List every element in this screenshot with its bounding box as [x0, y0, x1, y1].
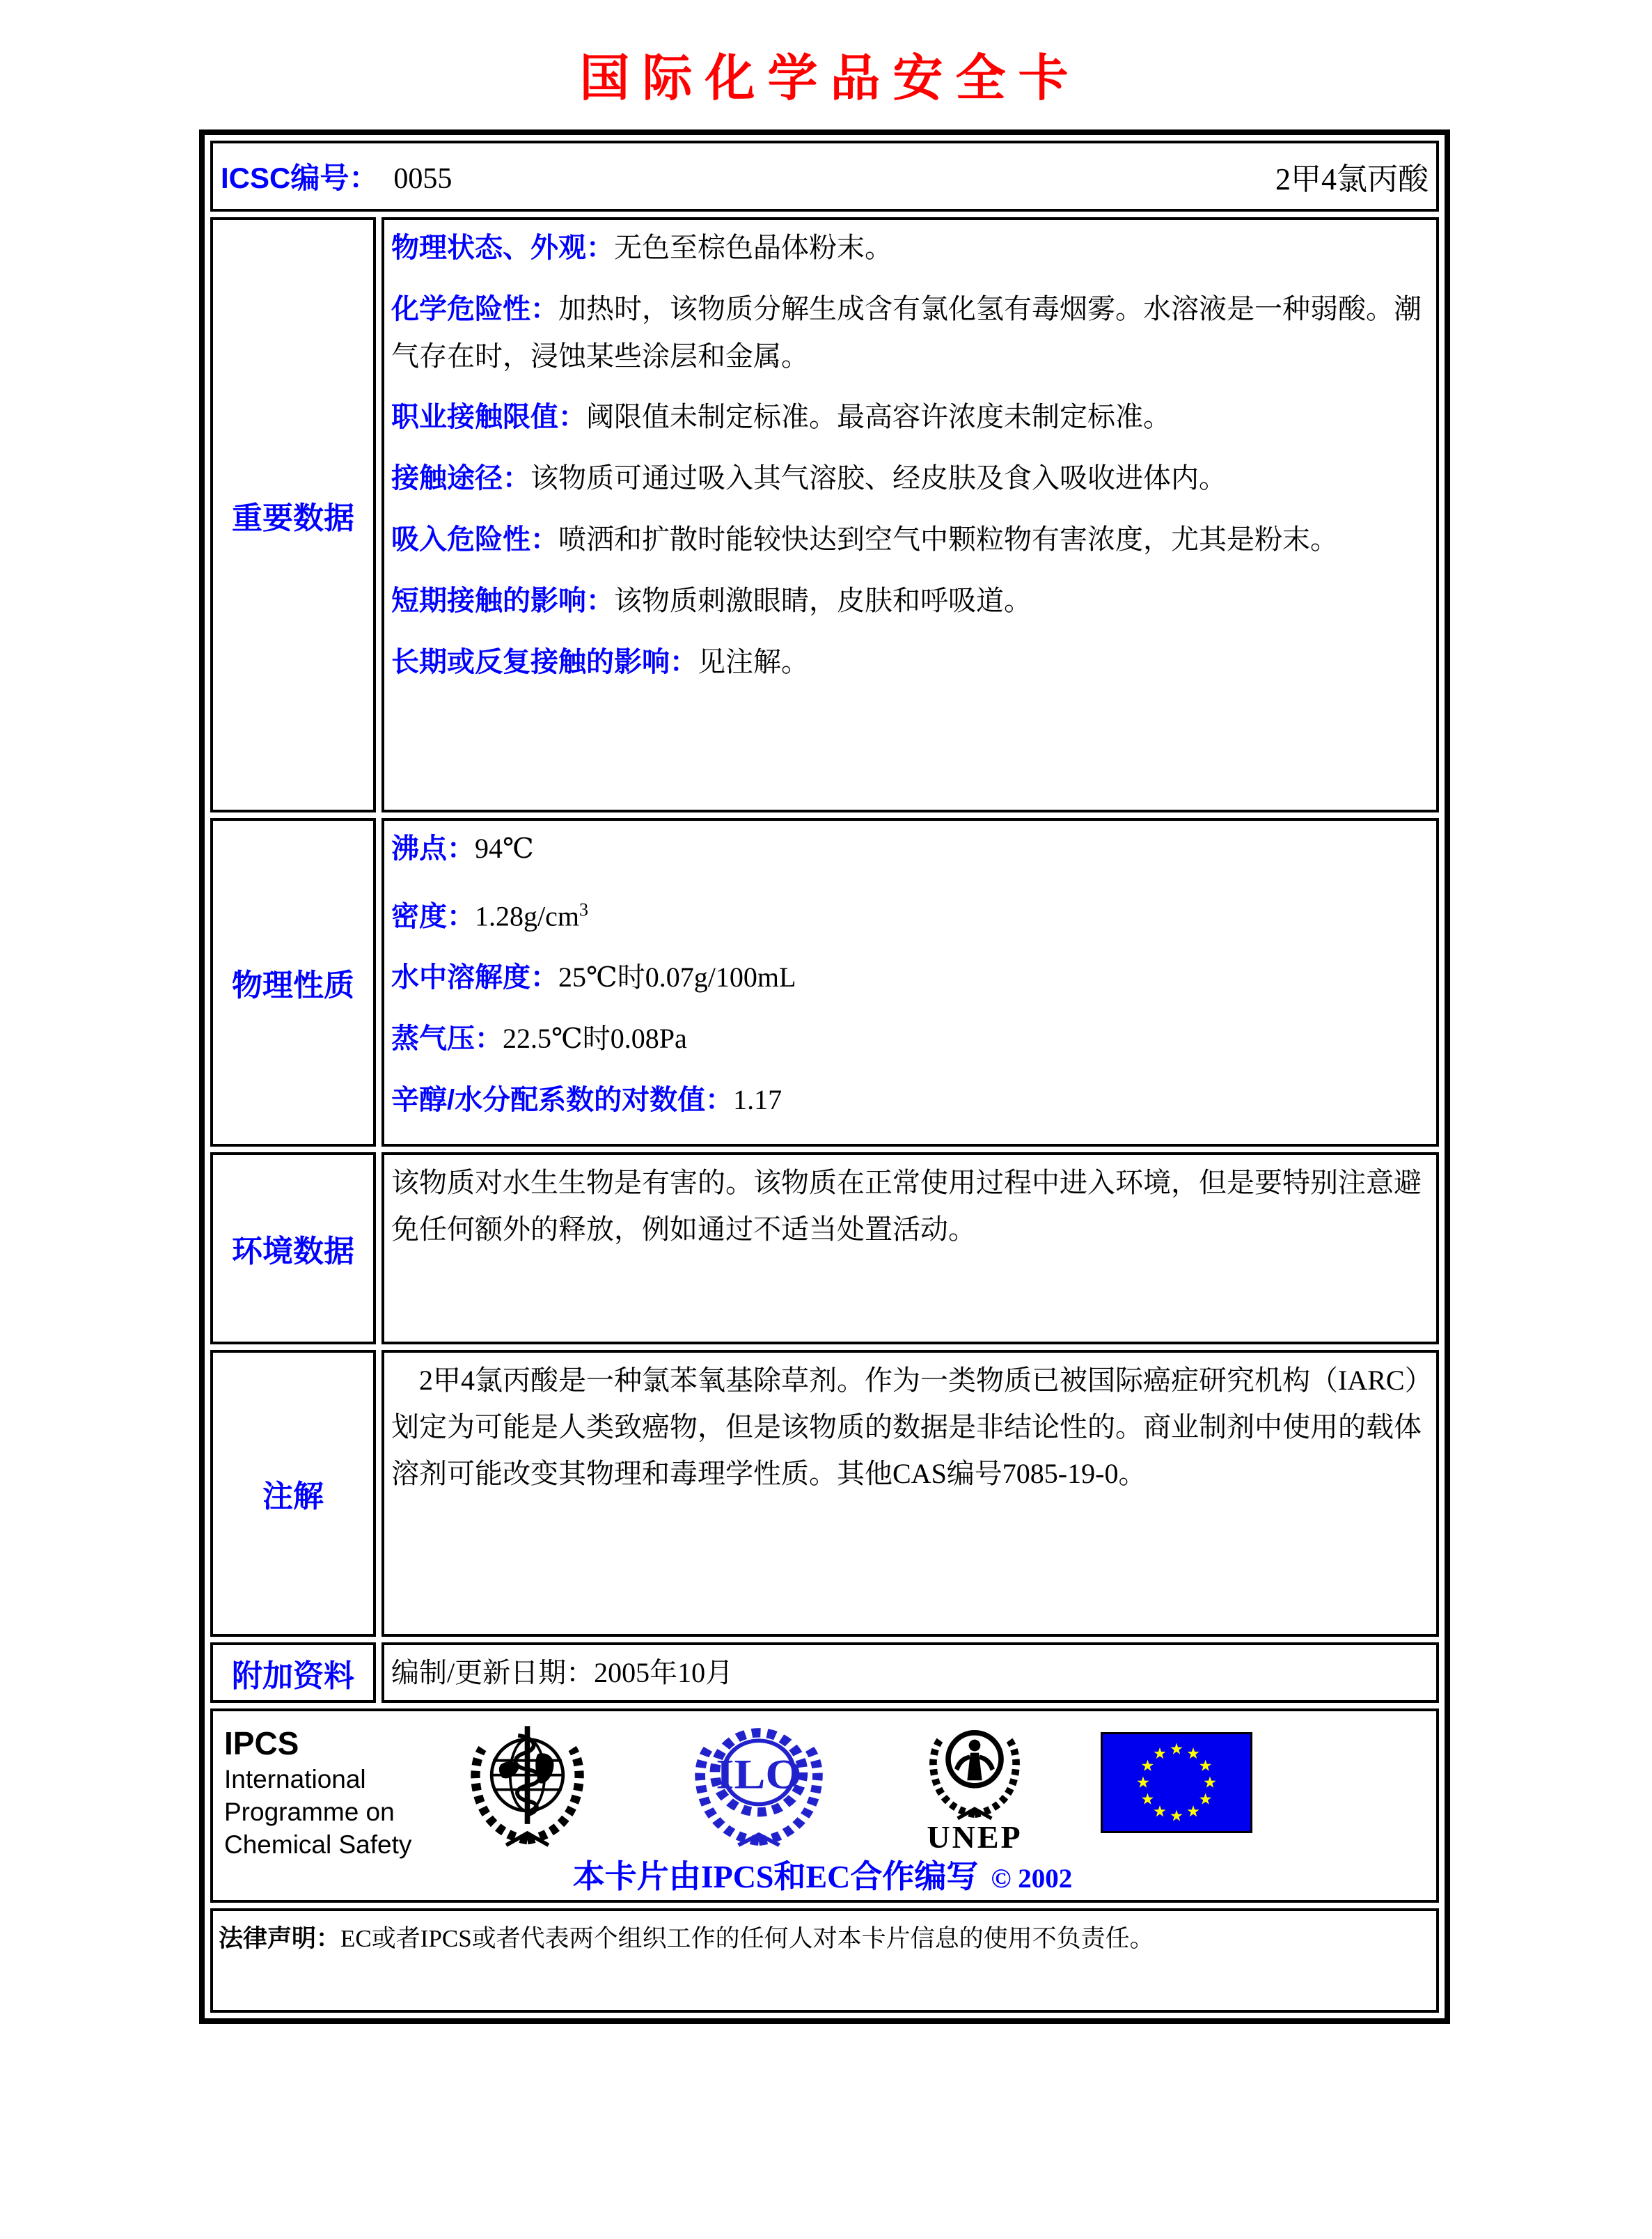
caption-text: 本卡片由IPCS和EC合作编写 [572, 1859, 979, 1894]
physical-properties-content [381, 818, 1439, 1147]
header-row [210, 141, 1439, 212]
field-exposure-routes: 接触途径：该物质可通过吸入其气溶胶、经皮肤及食入吸收进体内。 [391, 462, 1227, 494]
unep-logo [915, 1717, 1034, 1855]
section-important-data [210, 217, 1439, 812]
legal-cell [210, 1908, 1439, 2013]
additional-info-content [381, 1642, 1439, 1703]
eu-flag-icon [1101, 1732, 1252, 1833]
field-short-term-effects: 短期接触的影响：该物质刺激眼睛，皮肤和呼吸道。 [391, 585, 1032, 616]
environmental-data-label: 环境数据 [210, 1152, 376, 1344]
physical-properties-label: 物理性质 [210, 818, 376, 1147]
field-partition-coefficient: 辛醇/水分配系数的对数值：1.17 [391, 1084, 782, 1116]
field-occupational-limits: 职业接触限值：阈限值未制定标准。最高容许浓度未制定标准。 [391, 401, 1171, 432]
icsc-number-label: ICSC编号： [221, 162, 379, 194]
logos-strip [223, 1717, 1422, 1861]
logos-row [210, 1708, 1439, 1903]
notes-label: 注解 [210, 1350, 376, 1637]
notes-content [381, 1350, 1439, 1637]
field-long-term-effects: 长期或反复接触的影响：见注解。 [391, 646, 809, 677]
field-density: 密度：$1.28g/cm^3$ [391, 899, 588, 932]
eu-flag [1101, 1732, 1252, 1833]
chemical-name: 2甲4氯丙酸 [1275, 162, 1429, 196]
copyright-text: © 2002 [991, 1864, 1073, 1894]
ipcs-subtitle-line1: International [224, 1765, 366, 1793]
ipcs-text-block [224, 1724, 446, 1861]
field-inhalation-risk: 吸入危险性：喷洒和扩散时能较快达到空气中颗粒物有害浓度，尤其是粉末。 [391, 524, 1338, 555]
notes-text: 2甲4氯丙酸是一种氯苯氧基除草剂。作为一类物质已被国际癌症研究机构（IARC）划定为可能是人类致癌物，但是该物质的数据是非结论性的。商业制剂中使用的载体溶剂可能改变其物理和毒理学性质。其他CAS编号7085-19-0。 [391, 1365, 1422, 1489]
field-boiling-point: 沸点：94℃ [391, 833, 534, 864]
ilo-emblem-icon [686, 1717, 832, 1849]
ipcs-subtitle-line2: Programme on [224, 1798, 395, 1826]
header-cell [210, 141, 1439, 212]
ipcs-title: IPCS [224, 1725, 299, 1761]
who-logo [459, 1717, 595, 1849]
field-physical-state: 物理状态、外观：无色至棕色晶体粉末。 [391, 232, 892, 263]
section-environmental-data [210, 1152, 1439, 1344]
field-update-date: 编制/更新日期：2005年10月 [391, 1657, 734, 1688]
legal-notice [219, 1921, 1429, 1957]
legal-notice-label: 法律声明： [219, 1925, 341, 1952]
density-superscript: 3 [579, 899, 588, 920]
section-physical-properties [210, 818, 1439, 1147]
field-vapor-pressure: 蒸气压：22.5℃时0.08Pa [391, 1023, 687, 1055]
field-chemical-danger: 化学危险性：加热时，该物质分解生成含有氯化氢有毒烟雾。水溶液是一种弱酸。潮气存在时，浸蚀某些涂层和金属。 [391, 293, 1422, 372]
section-additional-info [210, 1642, 1439, 1703]
legal-notice-text: EC或者IPCS或者代表两个组织工作的任何人对本卡片信息的使用不负责任。 [340, 1925, 1154, 1952]
field-water-solubility: 水中溶解度：25℃时0.07g/100mL [391, 961, 796, 993]
logos-cell [210, 1708, 1439, 1903]
page-title: 国际化学品安全卡 [579, 51, 1081, 107]
unep-emblem-icon [915, 1717, 1034, 1823]
important-data-content [381, 217, 1439, 812]
additional-info-label: 附加资料 [210, 1642, 376, 1703]
icsc-card-table [199, 129, 1450, 2024]
ilo-logo [686, 1717, 832, 1849]
icsc-number-value: 0055 [393, 163, 453, 195]
environmental-data-content [381, 1152, 1439, 1344]
unep-wordmark: UNEP [927, 1819, 1023, 1855]
section-notes [210, 1350, 1439, 1637]
who-emblem-icon [459, 1717, 595, 1849]
environmental-data-text: 该物质对水生生物是有害的。该物质在正常使用过程中进入环境，但是要特别注意避免任何额外的释放，例如通过不适当处置活动。 [391, 1167, 1422, 1245]
icsc-number-group [221, 155, 452, 197]
legal-row [210, 1908, 1439, 2013]
important-data-label: 重要数据 [210, 217, 376, 812]
ilo-letters: ILO [716, 1750, 802, 1798]
ipcs-subtitle-line3: Chemical Safety [224, 1830, 412, 1859]
